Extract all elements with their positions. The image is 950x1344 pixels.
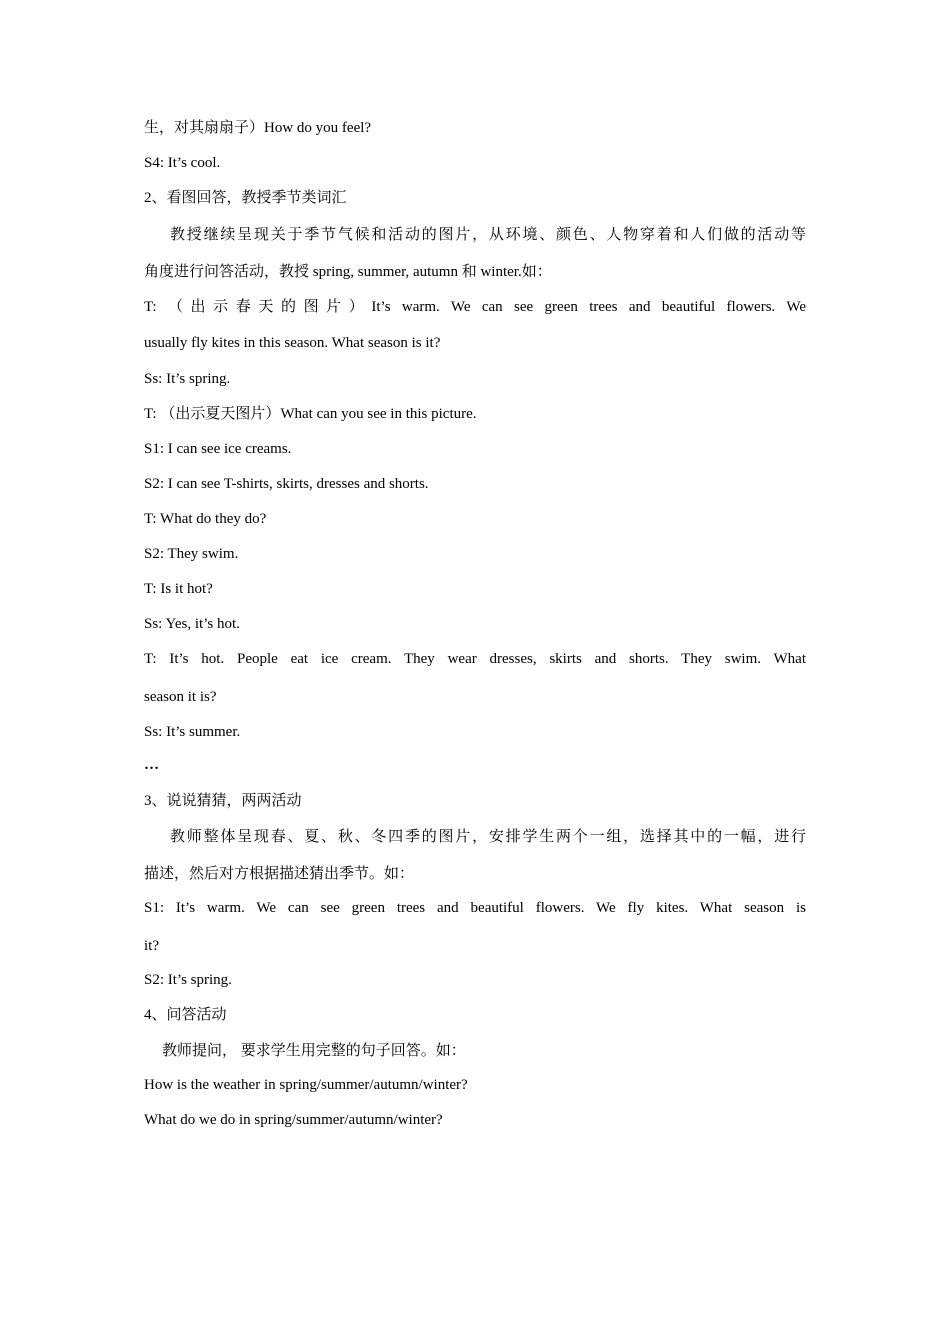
dialogue-line: T: （出示夏天图片）What can you see in this picture. — [144, 406, 477, 422]
dialogue-line: T: What do they do? — [144, 511, 267, 527]
dialogue-line: T: （出示春天的图片）It’s warm. We can see green trees and beautiful flowers. We — [144, 299, 806, 315]
question-line: How is the weather in spring/summer/autumn/winter? — [144, 1077, 468, 1093]
dialogue-line: T: Is it hot? — [144, 581, 213, 597]
dialogue-line: it? — [144, 938, 159, 954]
section-heading: 2、看图回答，教授季节类词汇 — [144, 190, 347, 206]
dialogue-line: S2: They swim. — [144, 546, 239, 562]
dialogue-line: S1: It’s warm. We can see green trees and beautiful flowers. We fly kites. What season is — [144, 900, 806, 916]
section-heading: 4、问答活动 — [144, 1007, 227, 1023]
dialogue-line: S2: It’s spring. — [144, 972, 232, 988]
dialogue-line: Ss: It’s spring. — [144, 371, 231, 387]
dialogue-line: S2: I can see T-shirts, skirts, dresses and shorts. — [144, 476, 429, 492]
question-line: What do we do in spring/summer/autumn/winter? — [144, 1112, 443, 1128]
dialogue-line: Ss: Yes, it’s hot. — [144, 616, 240, 632]
paragraph-line: 教授继续呈现关于季节气候和活动的图片，从环境、颜色、人物穿着和人们做的活动等 — [170, 227, 806, 243]
paragraph-line: 教师提问， 要求学生用完整的句子回答。如： — [162, 1043, 466, 1059]
paragraph-line: 角度进行问答活动，教授 spring, summer, autumn 和 winter.如： — [144, 264, 552, 280]
section-heading: 3、说说猜猜，两两活动 — [144, 793, 302, 809]
paragraph-line: 描述，然后对方根据描述猜出季节。如： — [144, 866, 415, 882]
text-line: S4: It’s cool. — [144, 155, 221, 171]
dialogue-line: season it is? — [144, 689, 217, 705]
text-line: 生，对其扇扇子）How do you feel? — [144, 120, 372, 136]
dialogue-line: S1: I can see ice creams. — [144, 441, 292, 457]
dialogue-line: T: It’s hot. People eat ice cream. They wear dresses, skirts and shorts. They swim. What — [144, 651, 806, 667]
paragraph-line: 教师整体呈现春、夏、秋、冬四季的图片，安排学生两个一组，选择其中的一幅，进行 — [170, 829, 806, 845]
ellipsis: … — [144, 757, 160, 773]
dialogue-line: Ss: It’s summer. — [144, 724, 241, 740]
dialogue-line: usually fly kites in this season. What season is it? — [144, 335, 441, 351]
